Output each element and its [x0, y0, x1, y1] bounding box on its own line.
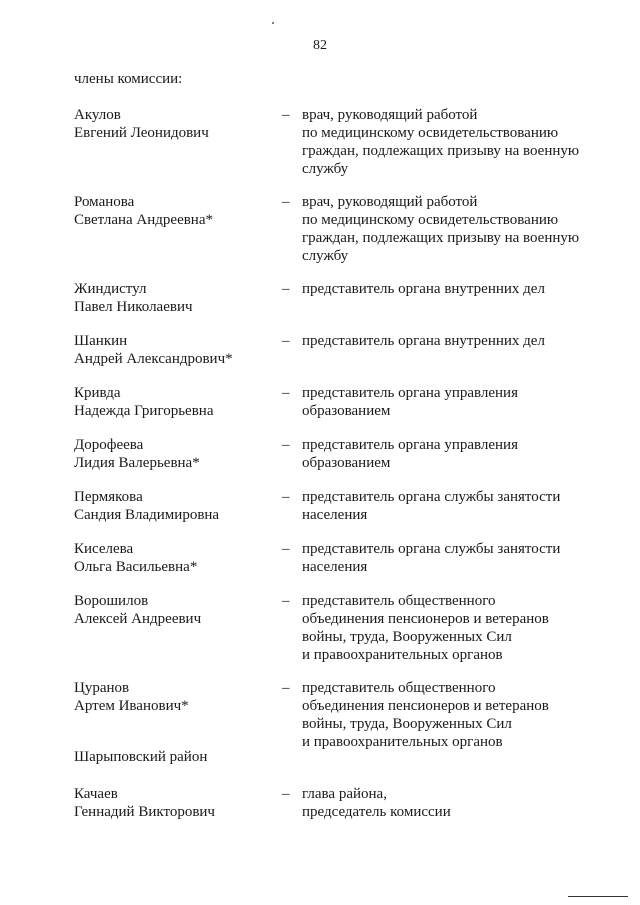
role-line: врач, руководящий работой: [302, 107, 478, 123]
member-name: [74, 193, 274, 229]
member-surname: Ворошилов: [74, 593, 149, 609]
separator-dash: –: [282, 281, 290, 297]
role-line: представитель органа управления: [302, 437, 518, 453]
page-number: 82: [313, 38, 327, 53]
role-line: образованием: [302, 403, 391, 419]
role-line: граждан, подлежащих призыву на военную: [302, 143, 580, 159]
separator-dash: –: [282, 593, 290, 609]
member-entry: [74, 592, 594, 672]
role-line: по медицинскому освидетельствованию: [302, 125, 559, 141]
separator-dash: –: [282, 107, 290, 123]
member-given-names: Ольга Васильевна*: [74, 559, 198, 575]
member-role: [302, 679, 602, 751]
separator-dash: –: [282, 786, 290, 802]
member-given-names: Надежда Григорьевна: [74, 403, 214, 419]
role-line: службу: [302, 161, 349, 177]
member-entry: [74, 785, 594, 865]
member-surname: Акулов: [74, 107, 121, 123]
member-role: [302, 384, 602, 420]
role-line: представитель общественного: [302, 593, 496, 609]
member-role: [302, 436, 602, 472]
district-heading: Шарыповский район: [74, 749, 208, 765]
member-role: [302, 540, 602, 576]
separator-dash: –: [282, 680, 290, 696]
role-line: объединения пенсионеров и ветеранов: [302, 698, 549, 714]
role-line: войны, труда, Вооруженных Сил: [302, 716, 512, 732]
member-name: [74, 488, 274, 524]
member-name: [74, 679, 274, 715]
role-line: войны, труда, Вооруженных Сил: [302, 629, 512, 645]
separator-dash: –: [282, 194, 290, 210]
member-given-names: Геннадий Викторович: [74, 804, 215, 820]
member-surname: Киселева: [74, 541, 134, 557]
member-role: [302, 280, 602, 298]
member-name: [74, 540, 274, 576]
member-surname: Качаев: [74, 786, 118, 802]
member-name: [74, 332, 274, 368]
separator-dash: –: [282, 437, 290, 453]
member-entry: [74, 106, 594, 186]
members-label: члены комиссии:: [74, 71, 183, 87]
member-given-names: Андрей Александрович*: [74, 351, 233, 367]
separator-dash: –: [282, 333, 290, 349]
separator-dash: –: [282, 541, 290, 557]
member-surname: Жиндистул: [74, 281, 147, 297]
scan-speck: [272, 22, 274, 24]
member-surname: Цуранов: [74, 680, 130, 696]
member-given-names: Сандия Владимировна: [74, 507, 220, 523]
role-line: и правоохранительных органов: [302, 734, 503, 750]
role-line: представитель органа внутренних дел: [302, 281, 545, 297]
member-entry: [74, 193, 594, 273]
role-line: председатель комиссии: [302, 804, 451, 820]
member-given-names: Павел Николаевич: [74, 299, 193, 315]
footer-rule: [568, 896, 628, 897]
member-role: [302, 785, 602, 821]
role-line: по медицинскому освидетельствованию: [302, 212, 559, 228]
role-line: населения: [302, 559, 368, 575]
member-given-names: Лидия Валерьевна*: [74, 455, 200, 471]
role-line: представитель органа службы занятости: [302, 489, 561, 505]
role-line: представитель органа службы занятости: [302, 541, 561, 557]
role-line: граждан, подлежащих призыву на военную: [302, 230, 580, 246]
member-name: [74, 785, 274, 821]
member-name: [74, 280, 274, 316]
member-surname: Дорофеева: [74, 437, 144, 453]
member-name: [74, 436, 274, 472]
separator-dash: –: [282, 385, 290, 401]
separator-dash: –: [282, 489, 290, 505]
member-role: [302, 488, 602, 524]
role-line: врач, руководящий работой: [302, 194, 478, 210]
member-given-names: Алексей Андреевич: [74, 611, 202, 627]
member-surname: Шанкин: [74, 333, 128, 349]
member-role: [302, 332, 602, 350]
member-name: [74, 106, 274, 142]
member-surname: Романова: [74, 194, 135, 210]
role-line: и правоохранительных органов: [302, 647, 503, 663]
member-surname: Пермякова: [74, 489, 143, 505]
role-line: службу: [302, 248, 349, 264]
member-given-names: Евгений Леонидович: [74, 125, 209, 141]
role-line: образованием: [302, 455, 391, 471]
member-entry: [74, 679, 594, 759]
member-name: [74, 384, 274, 420]
member-surname: Кривда: [74, 385, 121, 401]
role-line: представитель общественного: [302, 680, 496, 696]
member-given-names: Светлана Андреевна*: [74, 212, 213, 228]
member-role: [302, 592, 602, 664]
member-name: [74, 592, 274, 628]
member-role: [302, 106, 602, 178]
member-given-names: Артем Иванович*: [74, 698, 189, 714]
member-role: [302, 193, 602, 265]
role-line: объединения пенсионеров и ветеранов: [302, 611, 549, 627]
role-line: населения: [302, 507, 368, 523]
role-line: представитель органа внутренних дел: [302, 333, 545, 349]
role-line: представитель органа управления: [302, 385, 518, 401]
role-line: глава района,: [302, 786, 387, 802]
